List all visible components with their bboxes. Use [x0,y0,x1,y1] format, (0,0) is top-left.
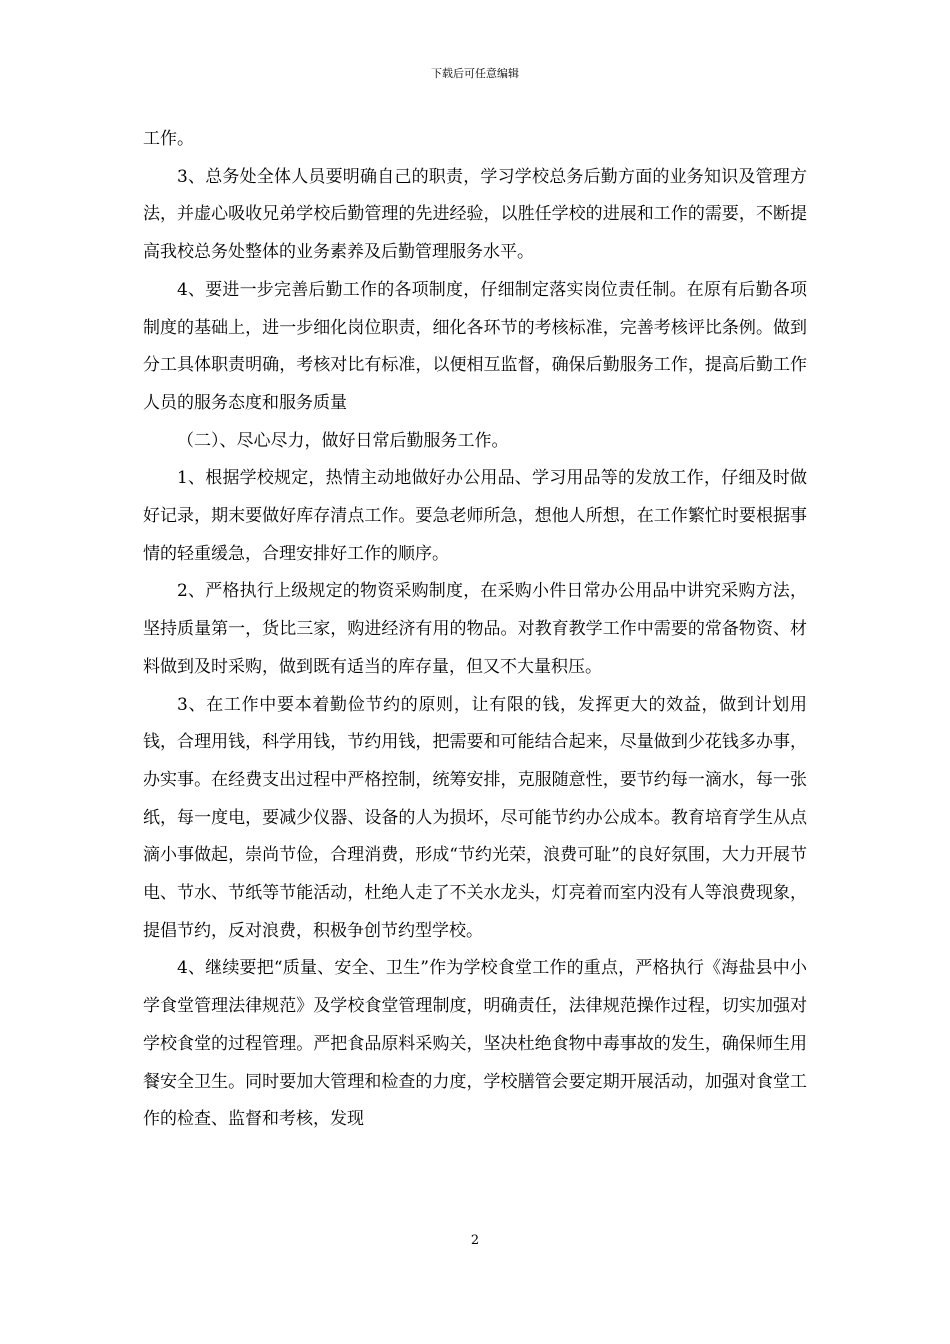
paragraph: 1、根据学校规定，热情主动地做好办公用品、学习用品等的发放工作，仔细及时做好记录，期末要做好库存清点工作。要急老师所急，想他人所想，在工作繁忙时要根据事情的轻重缓急，合理安排好工作的顺序。 [143,468,807,564]
paragraph: 4、要进一步完善后勤工作的各项制度，仔细制定落实岗位责任制。在原有后勤各项制度的基础上，进一步细化岗位职责，细化各环节的考核标准，完善考核评比条例。做到分工具体职责明确，考核对比有标准，以便相互监督，确保后勤服务工作，提高后勤工作人员的服务态度和服务质量 [143,279,807,413]
paragraph: 3、总务处全体人员要明确自己的职责，学习学校总务后勤方面的业务知识及管理方法，并虚心吸收兄弟学校后勤管理的先进经验，以胜任学校的进展和工作的需要，不断提高我校总务处整体的业务素养及后勤管理服务水平。 [143,166,807,263]
paragraph: 工作。 [143,129,194,149]
paragraph: 3、在工作中要本着勤俭节约的原则，让有限的钱，发挥更大的效益，做到计划用钱，合理用钱，科学用钱，节约用钱，把需要和可能结合起来，尽量做到少花钱多办事，办实事。在经费支出过程中严格控制，统筹安排，克服随意性，要节约每一滴水，每一张纸，每一度电，要减少仪器、设备的人为损坏，尽可能节约办公成本。教育培育学生从点滴小事做起，崇尚节俭，合理消费，形成“节约光荣，浪费可耻”的良好氛围，大力开展节电、节水、节纸等节能活动，杜绝人走了不关水龙头，灯亮着而室内没有人等浪费现象，提倡节约，反对浪费，积极争创节约型学校。 [143,694,807,941]
page-number: 2 [470,1233,480,1248]
section-heading: （二）、尽心尽力，做好日常后勤服务工作。 [177,430,509,451]
document-body [143,121,807,1139]
paragraph: 2、严格执行上级规定的物资采购制度，在采购小件日常办公用品中讲究采购方法，坚持质量第一，货比三家，购进经济有用的物品。对教育教学工作中需要的常备物资、材料做到及时采购，做到既有适当的库存量，但又不大量积压。 [143,581,807,677]
page-header: 下载后可任意编辑 [431,67,519,80]
paragraph: 4、继续要把“质量、安全、卫生”作为学校食堂工作的重点，严格执行《海盐县中小学食堂管理法律规范》及学校食堂管理制度，明确责任，法律规范操作过程，切实加强对学校食堂的过程管理。严把食品原料采购关，坚决杜绝食物中毒事故的发生，确保师生用餐安全卫生。同时要加大管理和检查的力度，学校膳管会要定期开展活动，加强对食堂工作的检查、监督和考核，发现 [143,958,807,1130]
